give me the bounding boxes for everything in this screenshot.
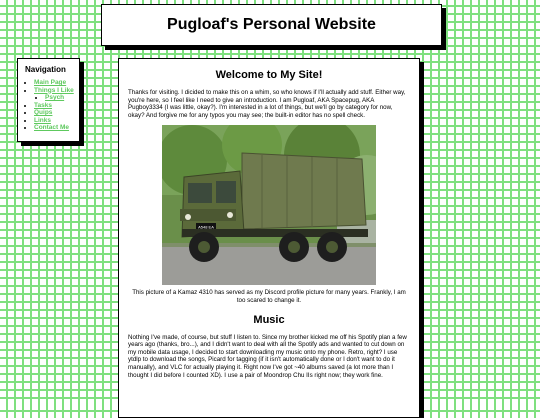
- nav-link-tasks[interactable]: Tasks: [34, 101, 52, 109]
- license-plate-text: А548 ЕА: [198, 224, 214, 230]
- nav-link-things-i-like[interactable]: Things I Like: [34, 86, 74, 94]
- nav-link-main-page[interactable]: Main Page: [34, 79, 67, 86]
- nav-link-contact-me[interactable]: Contact Me: [34, 124, 70, 131]
- nav-item-things-i-like: [34, 87, 79, 102]
- main-content: [118, 58, 420, 418]
- nav-item-tasks: [34, 102, 79, 110]
- nav-link-links[interactable]: Links: [34, 116, 51, 124]
- nav-link-psych[interactable]: Psych: [45, 94, 65, 101]
- image-caption: This picture of a Kamaz 4310 has served as my Discord profile picture for many years. Frankly, I am too scared to change it.: [132, 289, 406, 304]
- site-title: Pugloaf's Personal Website: [167, 16, 376, 33]
- nav-sublist: [34, 94, 79, 102]
- intro-paragraph: Thanks for visiting. I dicided to make this on a whim, so who knows if I'll actually add stuff. Either way, you're here, so I feel like I need to give an introduction. I am Pugloaf, AKA Spacepug, AKA Pugboy3334 (I was little, okay?). I'm interested in a lot of things, but we'll go by category for now, okay? And forgive me for any typos you may see; the built-in editor has no spell check.: [128, 89, 406, 119]
- navigation-panel: [17, 58, 80, 142]
- nav-list: [25, 79, 79, 132]
- nav-item-links: [34, 117, 79, 125]
- nav-link-quips[interactable]: Quips: [34, 109, 53, 116]
- kamaz-truck-photo: [162, 125, 376, 285]
- music-paragraph: Nothing I've made, of course, but stuff I listen to. Since my brother kicked me off his Spotify plan a few years ago (thanks, bro...), and I didn't want to deal with all the Spotify ads and wanted to cut down on my mobile data usage, I decided to start downloading my music onto my phone. Retro, right? I use ytdlp to download the songs, Picard for tagging (if it isn't automatically done or I don't want to do it manually), and VLC for actually playing it. Right now I've got ~40 albums saved (a lot more than I thought I did before I counted XD). I use a pair of Moondrop Chu IIs right now; they work fine.: [128, 333, 407, 379]
- site-header: [101, 4, 442, 46]
- nav-item-contact-me: [34, 124, 79, 132]
- nav-item-quips: [34, 109, 79, 117]
- nav-item-psych: [45, 94, 79, 102]
- nav-item-main-page: [34, 79, 79, 87]
- welcome-heading: Welcome to My Site!: [215, 69, 323, 81]
- navigation-title: Navigation: [25, 65, 66, 74]
- music-heading: Music: [253, 313, 285, 326]
